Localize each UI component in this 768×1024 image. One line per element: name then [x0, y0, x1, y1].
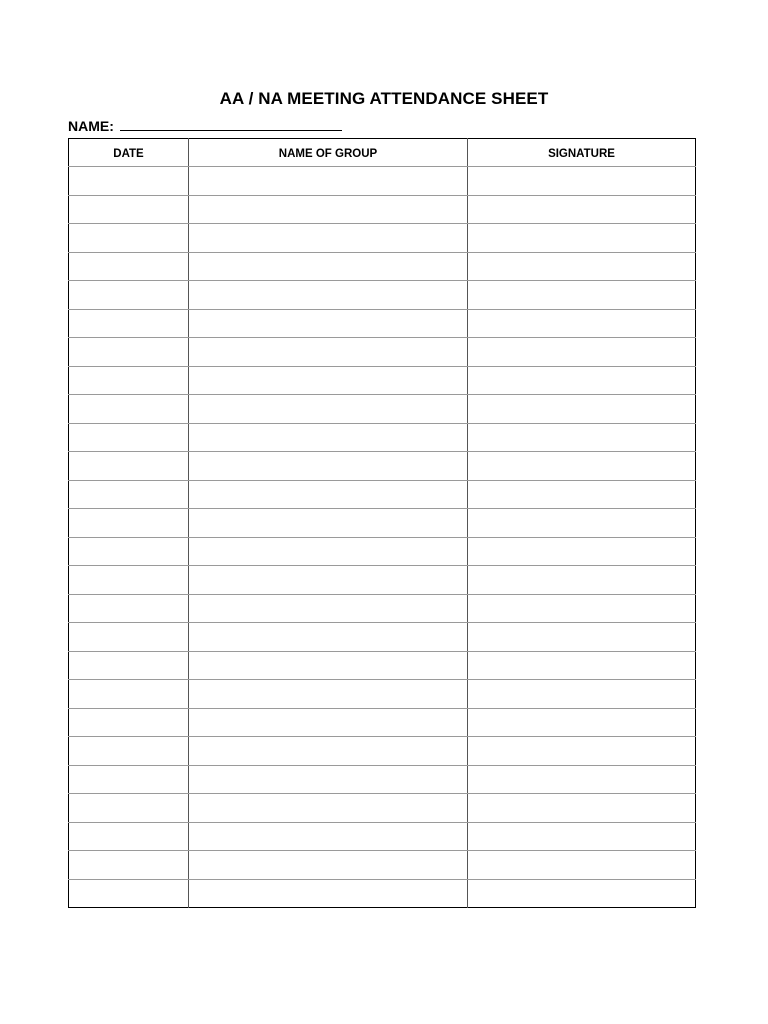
- signature-cell[interactable]: [468, 338, 696, 367]
- table-row: [69, 879, 696, 908]
- date-cell[interactable]: [69, 794, 189, 823]
- signature-cell[interactable]: [468, 509, 696, 538]
- signature-cell[interactable]: [468, 395, 696, 424]
- date-cell[interactable]: [69, 879, 189, 908]
- page-title: AA / NA MEETING ATTENDANCE SHEET: [219, 89, 549, 108]
- signature-cell[interactable]: [468, 822, 696, 851]
- date-cell[interactable]: [69, 224, 189, 253]
- signature-cell[interactable]: [468, 680, 696, 709]
- table-row: [69, 395, 696, 424]
- date-cell[interactable]: [69, 822, 189, 851]
- signature-cell[interactable]: [468, 366, 696, 395]
- date-cell[interactable]: [69, 423, 189, 452]
- table-row: [69, 822, 696, 851]
- name-label: NAME:: [68, 118, 114, 134]
- signature-cell[interactable]: [468, 623, 696, 652]
- table-row: [69, 281, 696, 310]
- date-cell[interactable]: [69, 537, 189, 566]
- signature-cell[interactable]: [468, 537, 696, 566]
- name-of-group-cell[interactable]: [189, 395, 468, 424]
- column-header-name-of-group: NAME OF GROUP: [189, 139, 468, 167]
- signature-cell[interactable]: [468, 566, 696, 595]
- signature-cell[interactable]: [468, 224, 696, 253]
- name-of-group-cell[interactable]: [189, 281, 468, 310]
- table-row: [69, 566, 696, 595]
- name-of-group-cell[interactable]: [189, 708, 468, 737]
- date-cell[interactable]: [69, 281, 189, 310]
- name-of-group-cell[interactable]: [189, 851, 468, 880]
- signature-cell[interactable]: [468, 651, 696, 680]
- attendance-table: [68, 138, 696, 908]
- name-of-group-cell[interactable]: [189, 594, 468, 623]
- date-cell[interactable]: [69, 509, 189, 538]
- name-of-group-cell[interactable]: [189, 366, 468, 395]
- signature-cell[interactable]: [468, 737, 696, 766]
- signature-cell[interactable]: [468, 423, 696, 452]
- signature-cell[interactable]: [468, 851, 696, 880]
- name-blank-line[interactable]: [120, 117, 342, 131]
- name-of-group-cell[interactable]: [189, 452, 468, 481]
- table-row: [69, 794, 696, 823]
- date-cell[interactable]: [69, 765, 189, 794]
- table-row: [69, 537, 696, 566]
- name-of-group-cell[interactable]: [189, 423, 468, 452]
- attendance-table-body: [69, 167, 696, 908]
- name-of-group-cell[interactable]: [189, 195, 468, 224]
- date-cell[interactable]: [69, 338, 189, 367]
- signature-cell[interactable]: [468, 480, 696, 509]
- column-header-date: DATE: [69, 139, 189, 167]
- name-of-group-cell[interactable]: [189, 794, 468, 823]
- date-cell[interactable]: [69, 594, 189, 623]
- name-of-group-cell[interactable]: [189, 252, 468, 281]
- signature-cell[interactable]: [468, 452, 696, 481]
- date-cell[interactable]: [69, 167, 189, 196]
- name-of-group-cell[interactable]: [189, 338, 468, 367]
- name-of-group-cell[interactable]: [189, 309, 468, 338]
- table-row: [69, 737, 696, 766]
- signature-cell[interactable]: [468, 167, 696, 196]
- signature-cell[interactable]: [468, 309, 696, 338]
- date-cell[interactable]: [69, 195, 189, 224]
- name-of-group-cell[interactable]: [189, 822, 468, 851]
- table-row: [69, 509, 696, 538]
- table-row: [69, 651, 696, 680]
- date-cell[interactable]: [69, 480, 189, 509]
- name-of-group-cell[interactable]: [189, 566, 468, 595]
- table-row: [69, 167, 696, 196]
- date-cell[interactable]: [69, 623, 189, 652]
- table-row: [69, 423, 696, 452]
- table-row: [69, 309, 696, 338]
- table-row: [69, 623, 696, 652]
- date-cell[interactable]: [69, 252, 189, 281]
- name-of-group-cell[interactable]: [189, 623, 468, 652]
- table-row: [69, 366, 696, 395]
- date-cell[interactable]: [69, 452, 189, 481]
- table-row: [69, 765, 696, 794]
- table-row: [69, 252, 696, 281]
- date-cell[interactable]: [69, 395, 189, 424]
- name-of-group-cell[interactable]: [189, 224, 468, 253]
- table-row: [69, 851, 696, 880]
- date-cell[interactable]: [69, 366, 189, 395]
- table-row: [69, 338, 696, 367]
- name-of-group-cell[interactable]: [189, 737, 468, 766]
- table-row: [69, 680, 696, 709]
- signature-cell[interactable]: [468, 708, 696, 737]
- table-row: [69, 195, 696, 224]
- table-row: [69, 452, 696, 481]
- date-cell[interactable]: [69, 851, 189, 880]
- name-of-group-cell[interactable]: [189, 509, 468, 538]
- signature-cell[interactable]: [468, 195, 696, 224]
- name-field-row: [68, 117, 342, 134]
- date-cell[interactable]: [69, 309, 189, 338]
- name-of-group-cell[interactable]: [189, 480, 468, 509]
- signature-cell[interactable]: [468, 281, 696, 310]
- date-cell[interactable]: [69, 566, 189, 595]
- signature-cell[interactable]: [468, 252, 696, 281]
- column-header-signature: SIGNATURE: [468, 139, 696, 167]
- table-row: [69, 480, 696, 509]
- name-of-group-cell[interactable]: [189, 167, 468, 196]
- table-row: [69, 708, 696, 737]
- signature-cell[interactable]: [468, 765, 696, 794]
- table-row: [69, 224, 696, 253]
- table-row: [69, 594, 696, 623]
- name-of-group-cell[interactable]: [189, 879, 468, 908]
- name-of-group-cell[interactable]: [189, 765, 468, 794]
- date-cell[interactable]: [69, 708, 189, 737]
- table-header-row: [69, 139, 696, 167]
- date-cell[interactable]: [69, 680, 189, 709]
- signature-cell[interactable]: [468, 794, 696, 823]
- name-of-group-cell[interactable]: [189, 651, 468, 680]
- signature-cell[interactable]: [468, 879, 696, 908]
- signature-cell[interactable]: [468, 594, 696, 623]
- name-of-group-cell[interactable]: [189, 680, 468, 709]
- date-cell[interactable]: [69, 737, 189, 766]
- name-of-group-cell[interactable]: [189, 537, 468, 566]
- date-cell[interactable]: [69, 651, 189, 680]
